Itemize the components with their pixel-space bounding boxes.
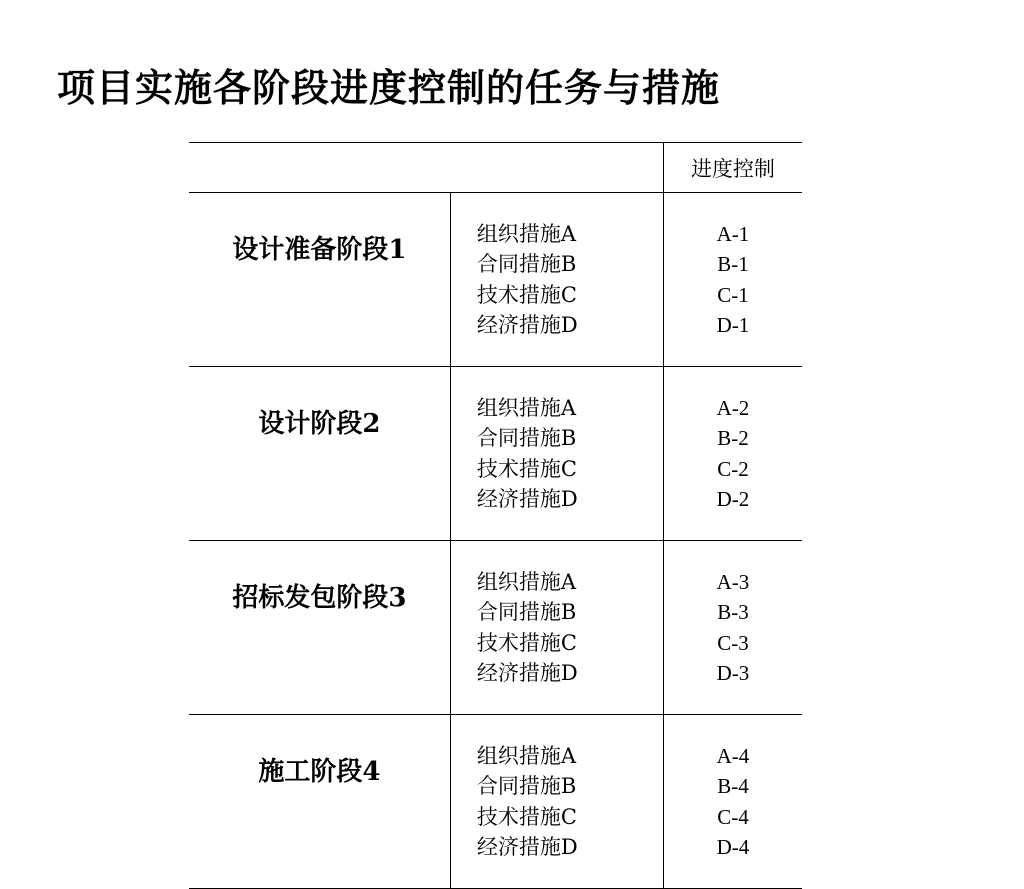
- controls-cell: [663, 541, 802, 715]
- header-measure-cell: [450, 143, 663, 193]
- measure-item: 经济措施D: [476, 835, 578, 859]
- table-header-row: [189, 143, 802, 193]
- control-code: C-2: [717, 456, 749, 481]
- control-code: C-4: [717, 804, 749, 829]
- control-code: B-4: [717, 774, 749, 798]
- measure-item: 经济措施D: [476, 313, 578, 337]
- table-row: [189, 367, 802, 541]
- progress-control-table: [189, 142, 802, 889]
- control-code: D-1: [716, 313, 750, 337]
- measure-item: 经济措施D: [476, 487, 578, 511]
- table-row: [189, 715, 802, 889]
- header-stage-cell: [189, 143, 450, 193]
- control-code: A-4: [716, 743, 750, 768]
- control-code: D-3: [716, 661, 750, 685]
- control-code: B-2: [717, 426, 749, 450]
- measures-cell: [450, 715, 663, 889]
- measure-item: 组织措施A: [476, 569, 577, 594]
- table-row: [189, 541, 802, 715]
- measure-item: 技术措施C: [476, 456, 577, 481]
- control-code: D-2: [716, 487, 750, 511]
- control-code: A-2: [716, 395, 750, 420]
- stage-name: 设计阶段2: [189, 367, 450, 541]
- controls-cell: [663, 367, 802, 541]
- stage-name: 施工阶段4: [189, 715, 450, 889]
- control-code: D-4: [716, 835, 750, 859]
- measure-item: 组织措施A: [476, 743, 577, 768]
- header-progress-control: 进度控制: [663, 143, 802, 193]
- measure-item: 合同措施B: [476, 426, 577, 450]
- measure-item: 组织措施A: [476, 221, 577, 246]
- measure-item: 合同措施B: [476, 252, 577, 276]
- control-code: B-3: [717, 600, 749, 624]
- measure-item: 技术措施C: [476, 282, 577, 307]
- page-title: 项目实施各阶段进度控制的任务与措施: [57, 65, 721, 110]
- measure-item: 组织措施A: [476, 395, 577, 420]
- stage-name: 招标发包阶段3: [189, 541, 450, 715]
- stage-name: 设计准备阶段1: [189, 193, 450, 367]
- measure-item: 合同措施B: [476, 774, 577, 798]
- measure-item: 经济措施D: [476, 661, 578, 685]
- measure-item: 合同措施B: [476, 600, 577, 624]
- control-code: A-1: [716, 221, 750, 246]
- table-row: [189, 193, 802, 367]
- control-code: A-3: [716, 569, 750, 594]
- controls-cell: [663, 193, 802, 367]
- measure-item: 技术措施C: [476, 804, 577, 829]
- control-code: C-3: [717, 630, 749, 655]
- controls-cell: [663, 715, 802, 889]
- measure-item: 技术措施C: [476, 630, 577, 655]
- measures-cell: [450, 367, 663, 541]
- control-code: B-1: [717, 252, 749, 276]
- measures-cell: [450, 541, 663, 715]
- measures-cell: [450, 193, 663, 367]
- control-code: C-1: [717, 282, 749, 307]
